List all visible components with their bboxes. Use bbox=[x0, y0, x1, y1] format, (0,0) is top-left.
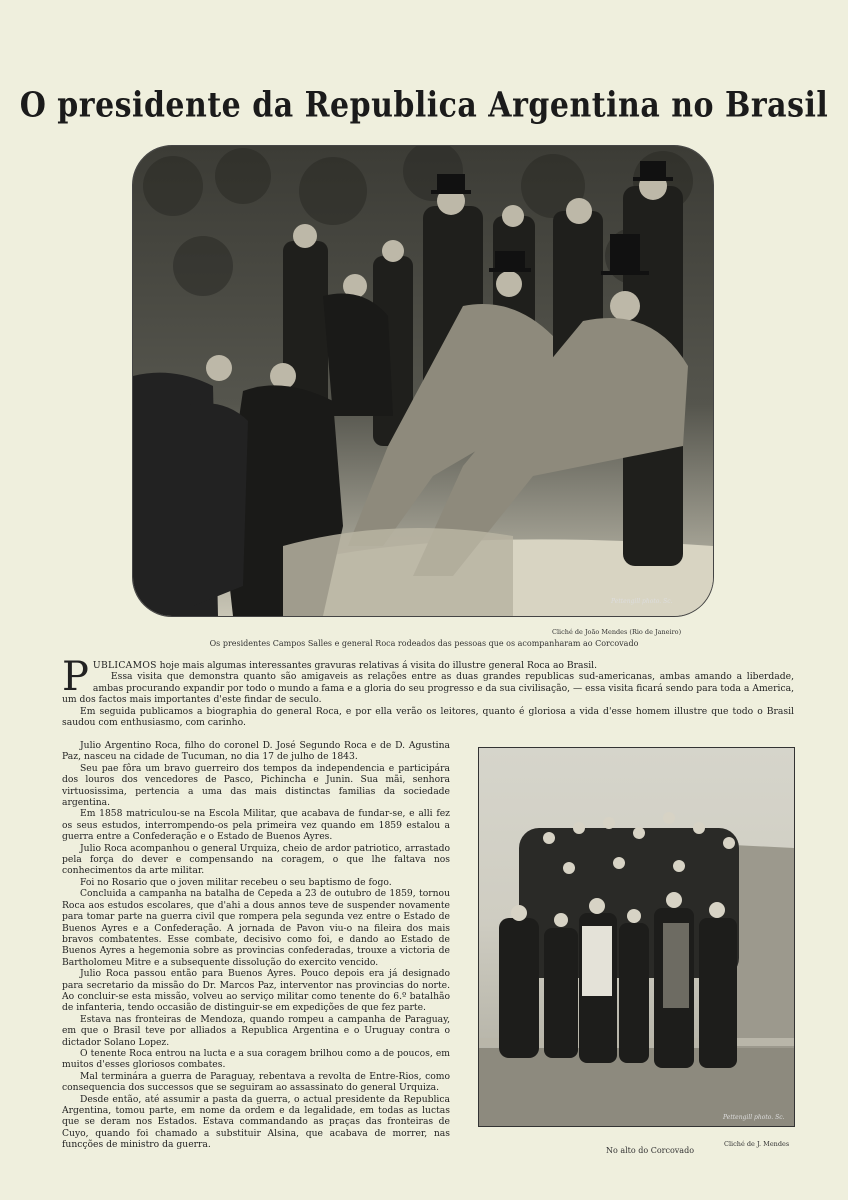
engraver-signature: Pettengill photo. Sc. bbox=[723, 1114, 785, 1121]
paragraph-4: Julio Argentino Roca, filho do coronel D. José Segundo Roca e de D. Agustina Paz, nasceu na cidade de Tucuman, no dia 17 de julho de 1843. bbox=[62, 740, 450, 763]
main-photo-credit: Cliché de João Mendes (Rio de Janeiro) bbox=[552, 628, 682, 636]
engraver-signature: Pettengill photo. Sc. bbox=[611, 598, 673, 605]
article-intro bbox=[62, 654, 794, 729]
group-portrait-image bbox=[133, 146, 713, 616]
main-photo-caption: Os presidentes Campos Salles e general Roca rodeados das pessoas que os acompanharam ao Corcovado bbox=[209, 639, 639, 648]
side-photo-credit: Cliché de J. Mendes bbox=[724, 1140, 790, 1148]
paragraph-5: Seu pae fôra um bravo guerreiro dos tempos da independencia e participára dos louros dos vencedores de Pasco, Pichincha e Junin. Sua mãi, senhora virtuosissima, pertencia a uma das mais distinctas familias da sociedade argentina. bbox=[62, 762, 450, 809]
paragraph-10: Julio Roca passou então para Buenos Ayres. Pouco depois era já designado para secretario da missão do Dr. Marcos Paz, interventor nas provincias do norte. Ao concluir-se esta missão, volveu ao serviço militar como tenente do 6.º batalhão de infanteria, tendo occasião de distinguir-se em expedições de que fez parte. bbox=[62, 968, 450, 1014]
drop-cap: P bbox=[62, 654, 89, 700]
side-photograph bbox=[478, 747, 795, 1127]
lead-word: UBLICAMOS bbox=[92, 660, 157, 671]
paragraph-11: Estava nas fronteiras de Mendoza, quando rompeu a campanha de Paraguay, em que o Brasil teve por alliados a Republica Argentina e o Uruguay contra o dictador Solano Lopez. bbox=[62, 1013, 450, 1048]
paragraph-14: Desde então, até assumir a pasta da guerra, o actual presidente da Republica Argentina, tomou parte, em nome da ordem e da legalidade, em todas as luctas que se deram nos Estados. Estava commandando as praças das fronteiras de Cuyo, quando foi chamado a substituir Alsina, que acabava de morrer, nas funcções de ministro da guerra. bbox=[62, 1093, 450, 1151]
paragraph-1: PUBLICAMOS hoje mais algumas interessantes gravuras relativas á visita do illustre general Roca ao Brasil. bbox=[62, 654, 598, 700]
paragraph-7: Julio Roca acompanhou o general Urquiza, cheio de ardor patriotico, arrastado pela força do dever e compensando na coragem, o que lhe faltava nos conhecimentos da arte militar. bbox=[62, 842, 450, 877]
paragraph-8: Foi no Rosario que o joven militar recebeu o seu baptismo de fogo. bbox=[80, 876, 392, 888]
paragraph-6: Em 1858 matriculou-se na Escola Militar, que acabava de fundar-se, e alli fez os seus estudos, interrompendo-os pela primeira vez quando em 1859 estalou a guerra entre a Confederação e o Estado de Buenos Ayres. bbox=[62, 808, 450, 843]
paragraph-13: Mal terminára a guerra de Paraguay, rebentava a revolta de Entre-Rios, como consequencia dos successos que se seguiram ao assassinato do general Urquiza. bbox=[62, 1070, 450, 1094]
article-column bbox=[62, 740, 450, 1151]
paragraph-3: Em seguida publicamos a biographia do general Roca, e por ella verão os leitores, quanto é gloriosa a vida d'esse homem illustre que todo o Brasil saudou com enthusiasmo, com carinho. bbox=[62, 705, 794, 729]
side-photo-caption: No alto do Corcovado bbox=[605, 1146, 695, 1155]
paragraph-12: O tenente Roca entrou na lucta e a sua coragem brilhou como a de poucos, em muitos d'esses gloriosos combates. bbox=[62, 1047, 450, 1071]
main-photograph bbox=[132, 145, 714, 617]
corcovado-group-image bbox=[479, 748, 794, 1126]
page-title: O presidente da Republica Argentina no Brasil bbox=[19, 85, 829, 126]
paragraph-2: Essa visita que demonstra quanto são amigaveis as relações entre as duas grandes republicas sud-americanas, ambas amando a liberdade, ambas procurando expandir por todo o mundo a fama e a gloria do seu progresso e da sua civilisação, — essa visita ficará sendo para toda a America, um dos factos mais importantes d'este findar de seculo. bbox=[62, 671, 794, 706]
paragraph-9: Concluida a campanha na batalha de Cepeda a 23 de outubro de 1859, tornou Roca aos estudos escolares, que d'ahi a dous annos teve de suspender novamente para tomar parte na guerra civil que rompera pela segunda vez entre o Estado de Buenos Ayres e a Confederação. A jornada de Pavon viu-o na fileira dos mais bravos combatentes. Esse combate, decisivo como foi, e dando ao Estado de Buenos Ayres a hegemonia sobre as provincias confederadas, trouxe a victoria de Bartholomeu Mitre e a subsequente dissolução do exercito vencido. bbox=[62, 888, 450, 968]
